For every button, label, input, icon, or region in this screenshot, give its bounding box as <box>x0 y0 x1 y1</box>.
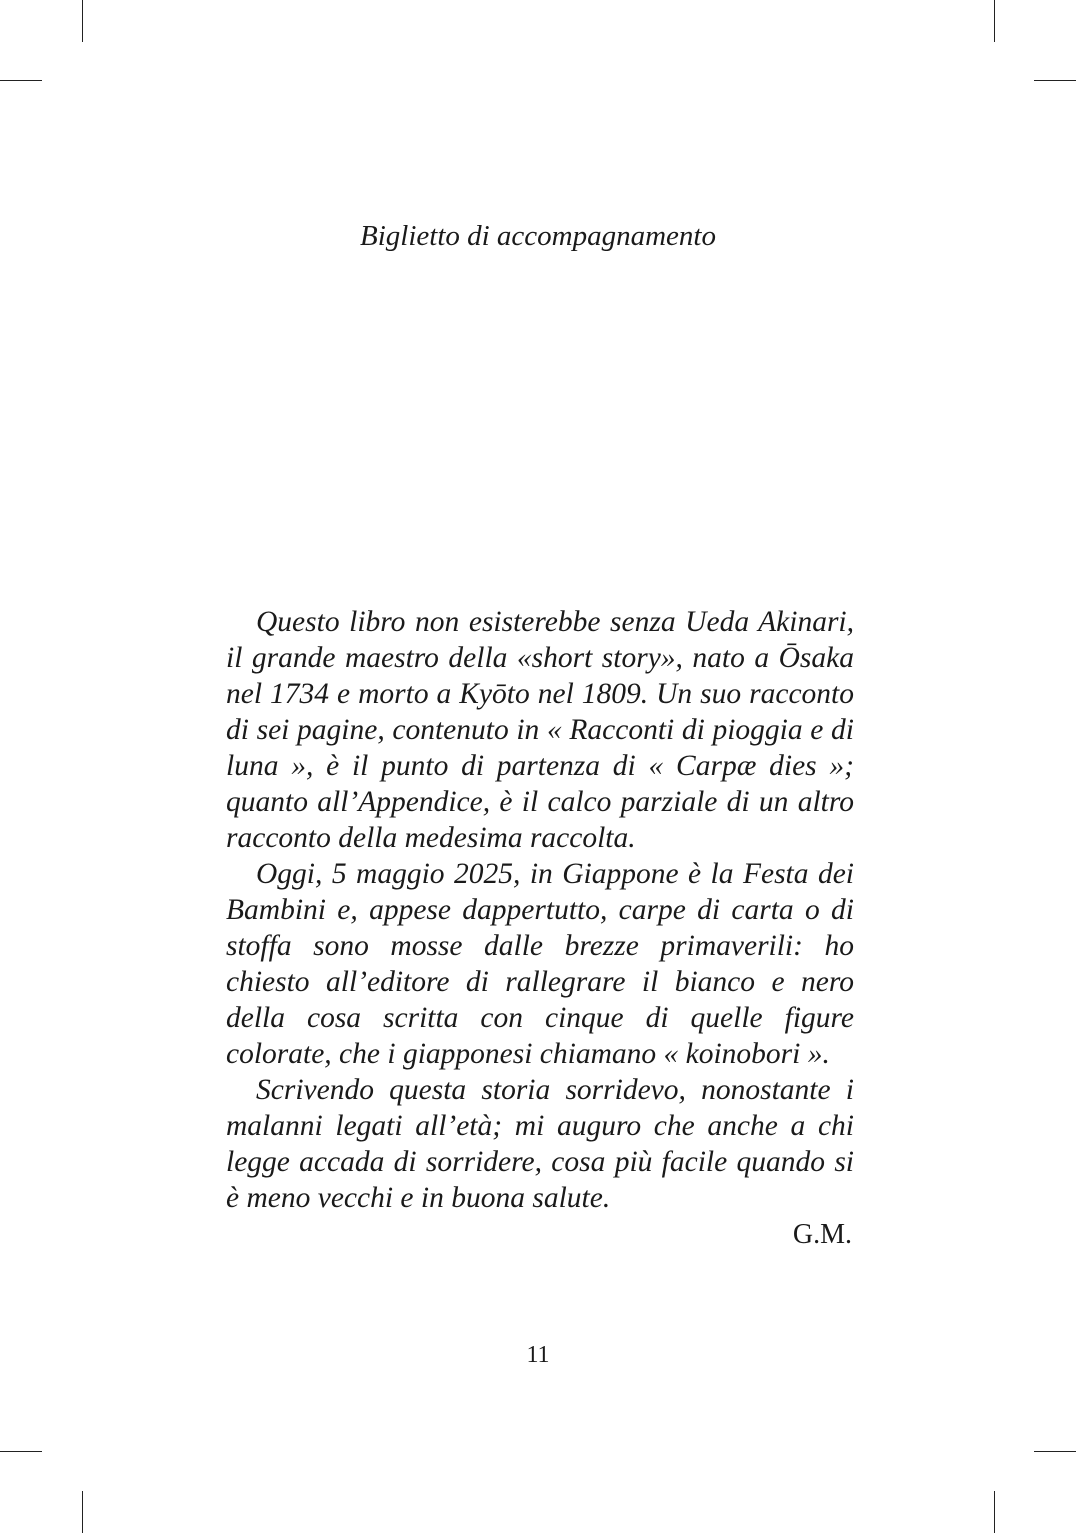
crop-mark-bottom-right-horizontal <box>1034 1451 1076 1452</box>
crop-mark-bottom-right-vertical <box>994 1491 995 1533</box>
page-number: 11 <box>526 1342 550 1368</box>
page-heading: Biglietto di accompagnamento <box>360 220 716 252</box>
crop-mark-bottom-left-vertical <box>82 1491 83 1533</box>
signature: G.M. <box>792 1219 852 1250</box>
crop-mark-top-left-vertical <box>82 0 83 42</box>
paragraph-3: Scrivendo questa storia sorridevo, nonostante i malanni legati all’età; mi auguro che anche a chi legge accada di sorridere, cosa più facile quando si è meno vecchi e in buona salute. <box>226 1074 854 1214</box>
crop-mark-top-right-horizontal <box>1034 80 1076 81</box>
crop-mark-top-left-horizontal <box>0 80 42 81</box>
crop-mark-bottom-left-horizontal <box>0 1451 42 1452</box>
crop-mark-top-right-vertical <box>994 0 995 42</box>
paragraph-1: Questo libro non esisterebbe senza Ueda Akinari, il grande maestro della «short story», nato a Ōsaka nel 1734 e morto a Kyōto nel 1809. Un suo racconto di sei pagine, contenuto in « Racconti di pioggia e di luna », è il punto di partenza di « Carpæ dies »; quanto all’Appendice, è il calco parziale di un altro racconto della medesima raccolta. <box>226 606 854 854</box>
paragraph-2: Oggi, 5 maggio 2025, in Giappone è la Festa dei Bambini e, appese dappertutto, carpe di carta o di stoffa sono mosse dalle brezze primaverili: ho chiesto all’editore di rallegrare il bianco e nero della cosa scritta con cinque di quelle figure colorate, che i giapponesi chiamano « koinobori ». <box>226 858 854 1070</box>
body-text <box>226 604 854 1216</box>
